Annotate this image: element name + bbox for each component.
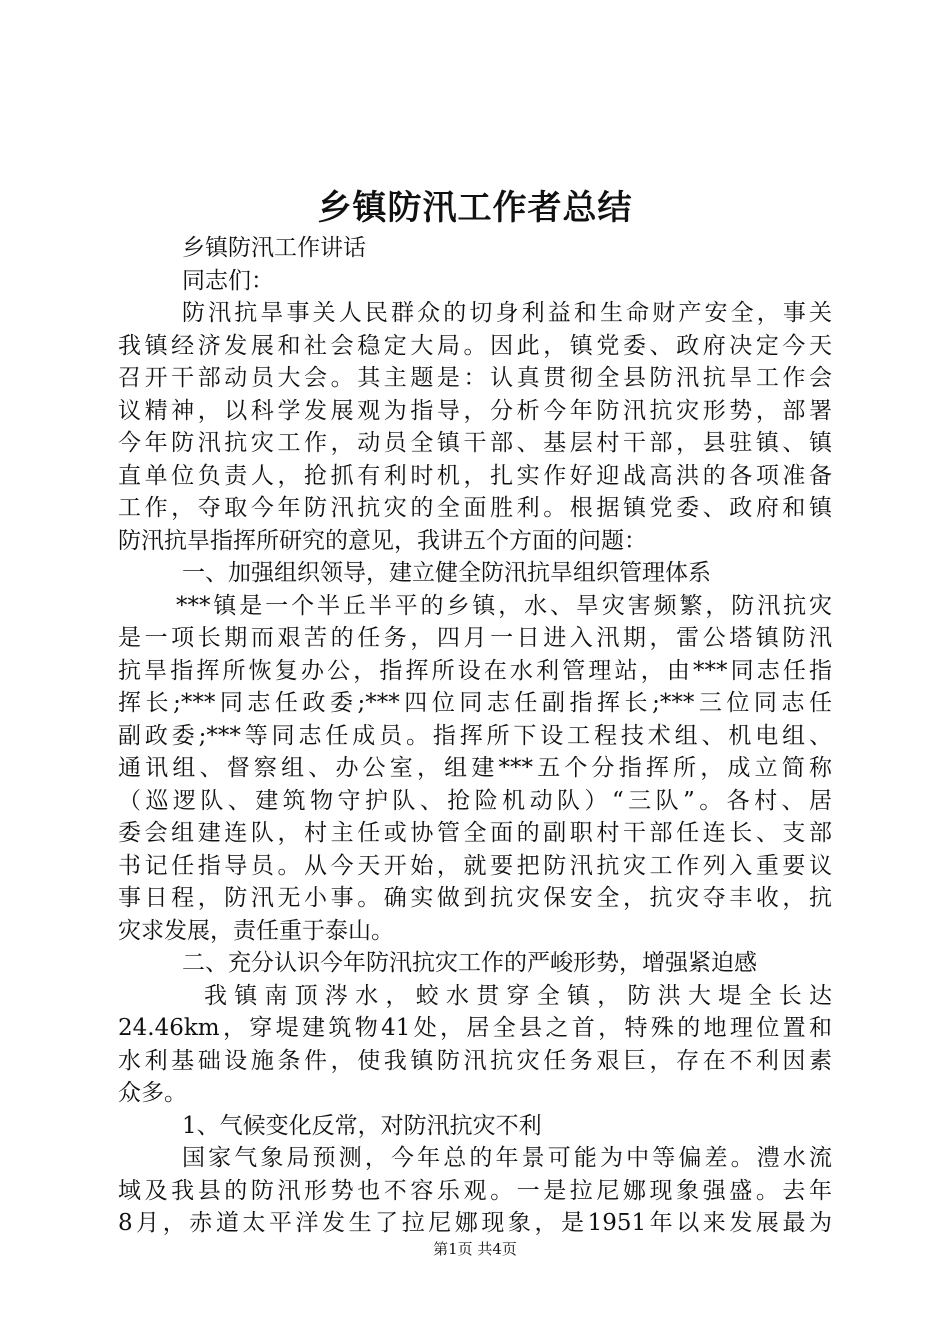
- subtitle-line: 乡镇防汛工作讲话: [182, 235, 366, 261]
- paragraph-line: 24.46km，穿堤建筑物41处，居全县之首，特殊的地理位置和: [118, 1015, 832, 1041]
- paragraph-line: （巡逻队、建筑物守护队、抢险机动队）“三队”。各村、居: [118, 787, 832, 814]
- section-heading: 一、加强组织领导，建立健全防汛抗旱组织管理体系: [182, 560, 711, 586]
- paragraph-line: 域及我县的防汛形势也不容乐观。一是拉尼娜现象强盛。去年: [118, 1177, 832, 1204]
- paragraph-line: 国家气象局预测，今年总的年景可能为中等偏差。澧水流: [182, 1145, 832, 1171]
- paragraph-line: 防汛抗旱指挥所研究的意见，我讲五个方面的问题：: [118, 527, 647, 554]
- paragraph-line: 灾求发展，责任重于泰山。: [118, 917, 394, 944]
- paragraph-line: ***镇是一个半丘半平的乡镇，水、旱灾害频繁，防汛抗灾: [176, 592, 832, 619]
- paragraph-line: 副政委;***等同志任成员。指挥所下设工程技术组、机电组、: [118, 722, 832, 749]
- paragraph-line: 议精神，以科学发展观为指导，分析今年防汛抗灾形势，部署: [118, 397, 832, 424]
- sub-heading: 1、气候变化反常，对防汛抗灾不利: [182, 1112, 542, 1139]
- document-body: [118, 232, 832, 1240]
- paragraph-line: 防汛抗旱事关人民群众的切身利益和生命财产安全，事关: [182, 300, 832, 326]
- document-title: 乡镇防汛工作者总结: [317, 188, 633, 228]
- paragraph-line: 直单位负责人，抢抓有利时机，扎实作好迎战高洪的各项准备: [118, 462, 832, 489]
- paragraph-line: 水利基础设施条件，使我镇防汛抗灾任务艰巨，存在不利因素: [118, 1047, 832, 1074]
- page-number-footer: 第1页 共4页: [433, 1240, 517, 1258]
- paragraph-line: 抗旱指挥所恢复办公，指挥所设在水利管理站，由***同志任指: [118, 657, 832, 684]
- paragraph-line: 今年防汛抗灾工作，动员全镇干部、基层村干部，县驻镇、镇: [118, 430, 832, 456]
- salutation-line: 同志们：: [182, 267, 274, 294]
- section-heading: 二、充分认识今年防汛抗灾工作的严峻形势，增强紧迫感: [182, 950, 757, 976]
- paragraph-line: 挥长;***同志任政委;***四位同志任副指挥长;***三位同志任: [118, 690, 832, 716]
- paragraph-line: 我镇经济发展和社会稳定大局。因此，镇党委、政府决定今天: [118, 332, 832, 359]
- paragraph-line: 通讯组、督察组、办公室，组建***五个分指挥所，成立简称: [118, 755, 832, 781]
- paragraph-line: 工作，夺取今年防汛抗灾的全面胜利。根据镇党委、政府和镇: [118, 495, 832, 521]
- paragraph-line: 事日程，防汛无小事。确实做到抗灾保安全，抗灾夺丰收，抗: [118, 885, 832, 911]
- paragraph-line: 是一项长期而艰苦的任务，四月一日进入汛期，雷公塔镇防汛: [118, 625, 832, 651]
- paragraph-line: 委会组建连队，村主任或协管全面的副职村干部任连长、支部: [118, 820, 832, 846]
- paragraph-line: 书记任指导员。从今天开始，就要把防汛抗灾工作列入重要议: [118, 852, 832, 879]
- paragraph-line: 召开干部动员大会。其主题是：认真贯彻全县防汛抗旱工作会: [118, 365, 832, 391]
- paragraph-line: 我镇南顶涔水，蛟水贯穿全镇，防洪大堤全长达: [204, 982, 832, 1009]
- paragraph-line: 众多。: [118, 1080, 187, 1106]
- paragraph-line: 8月，赤道太平洋发生了拉尼娜现象，是1951年以来发展最为: [118, 1210, 832, 1236]
